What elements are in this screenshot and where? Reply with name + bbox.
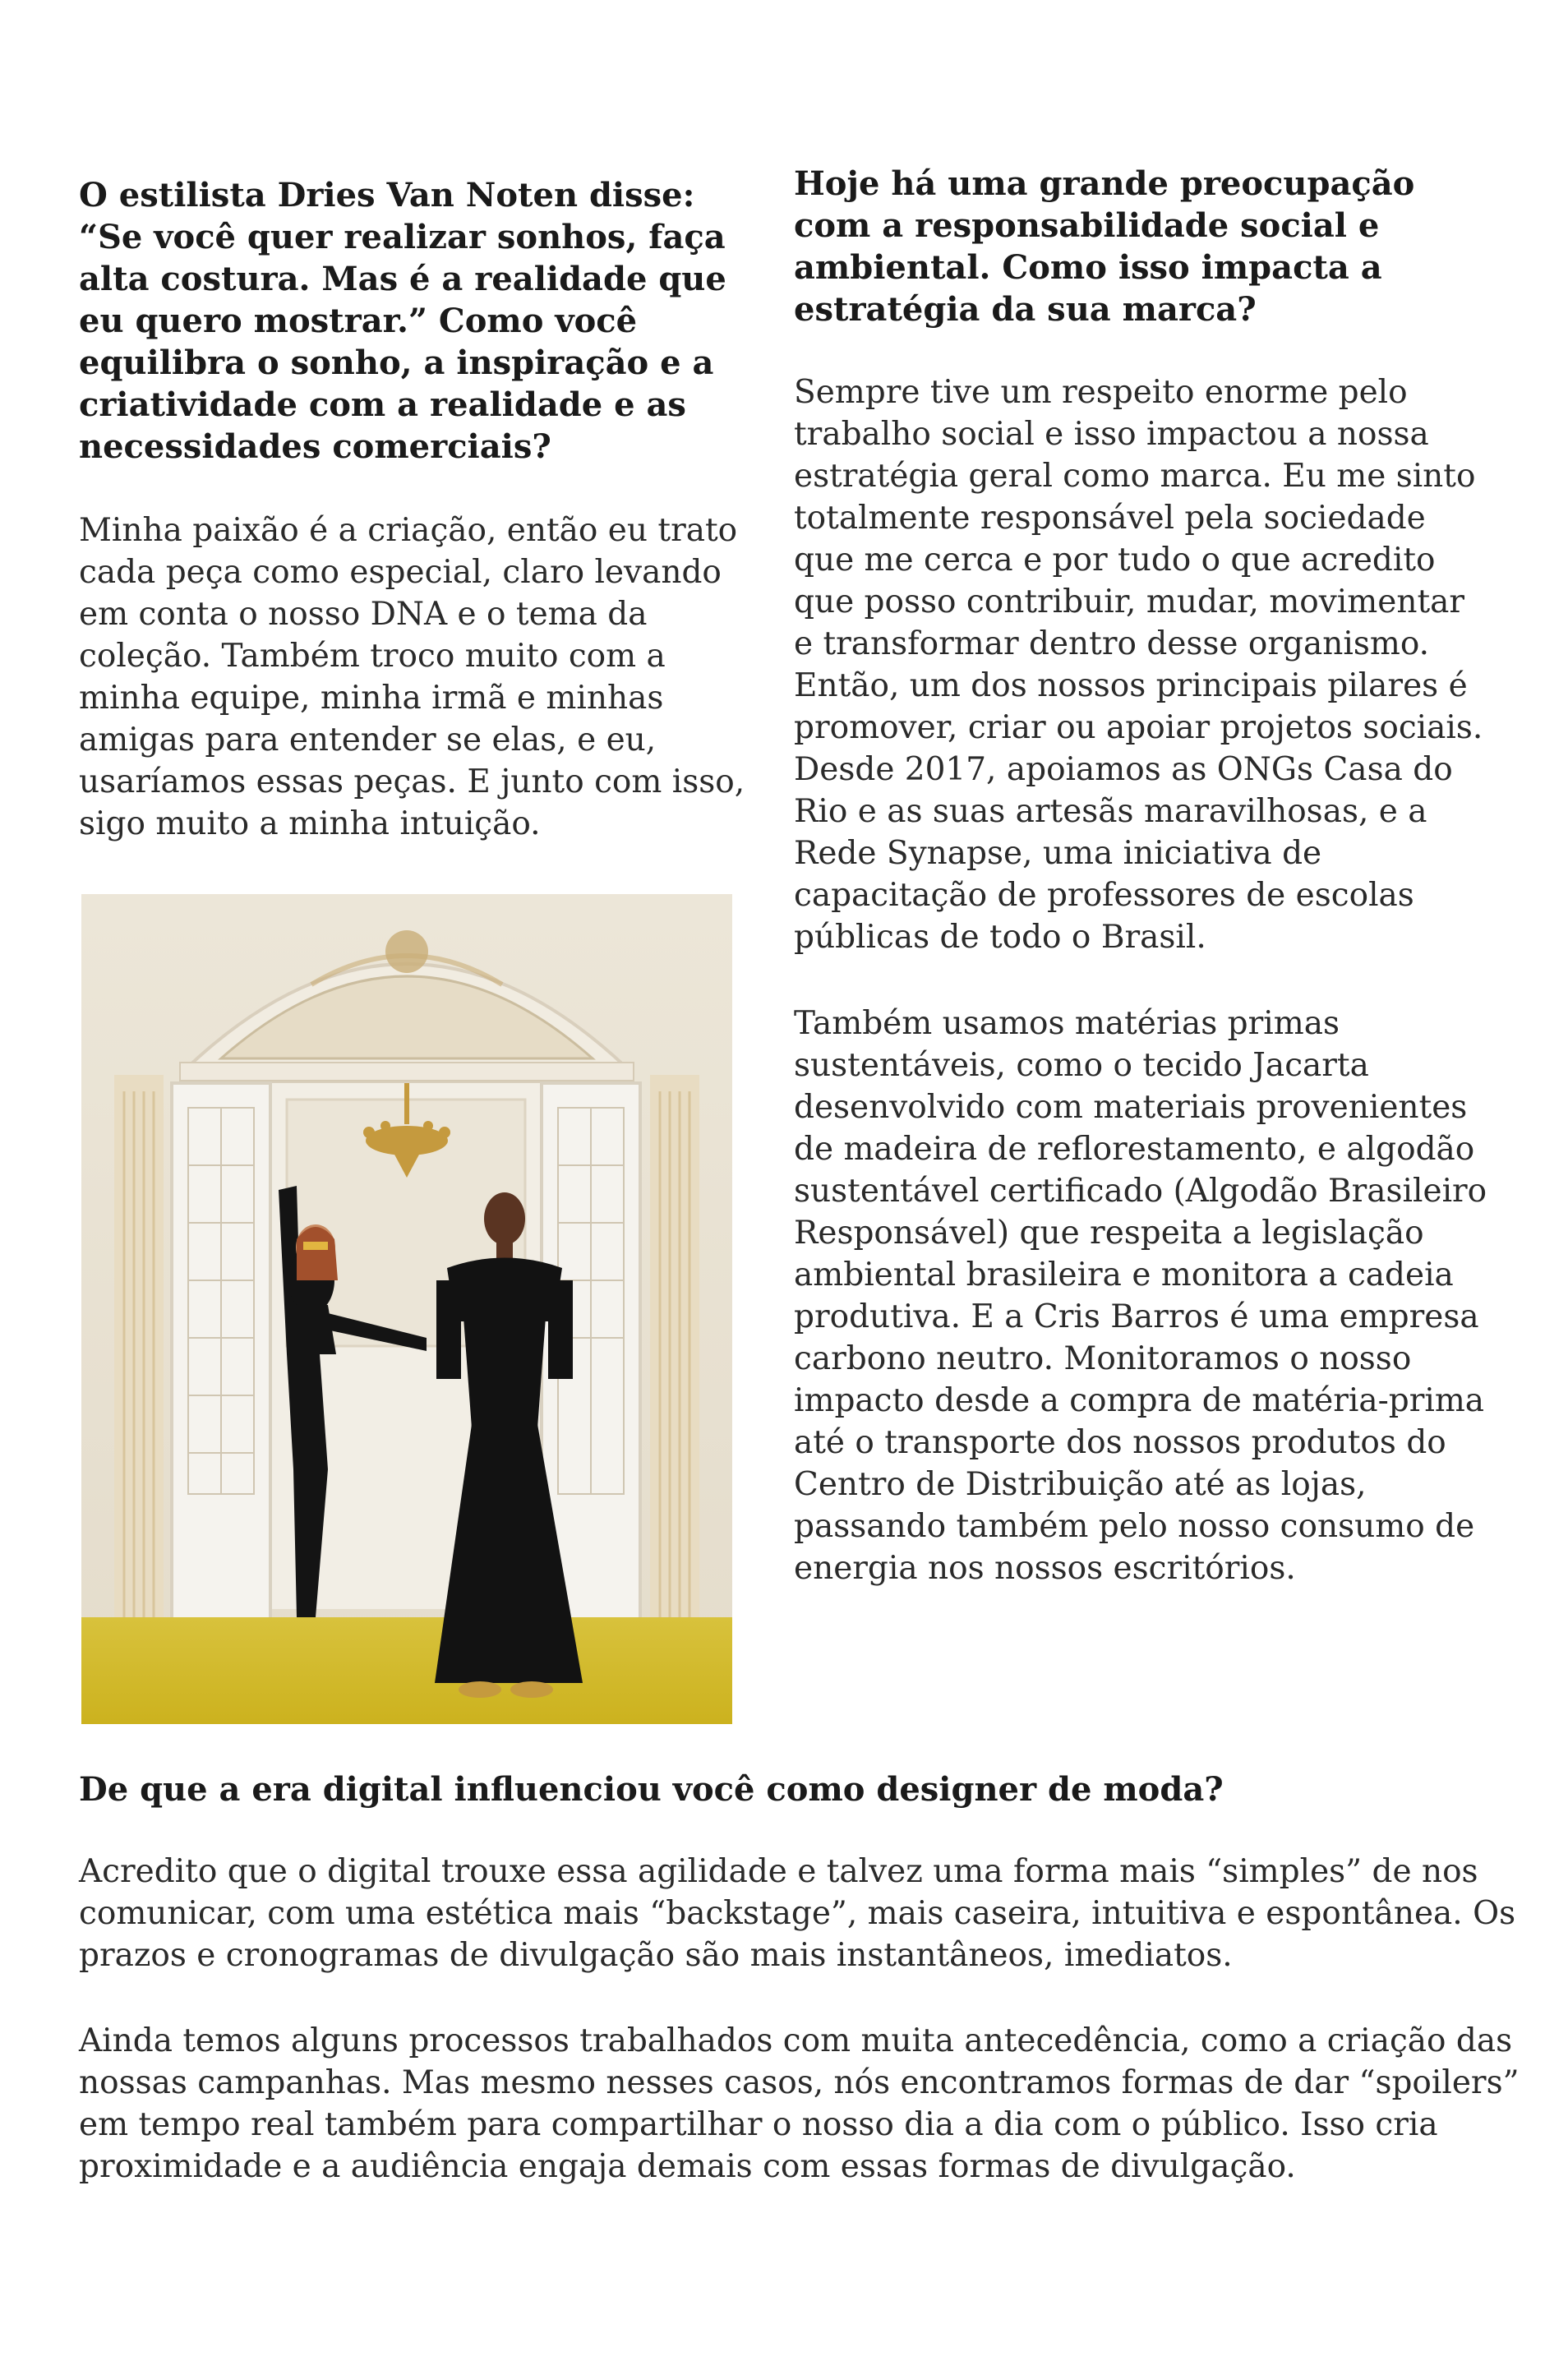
answer-sustainable-materials: Também usamos matérias primas sustentáveis, como o tecido Jacarta desenvolvido com materiais provenientes de madeira de reflorestamento, e algodão sustentável certificado (Algodão Brasileiro Responsável) que respeita a legislação ambiental brasileira e monitora a cadeia produtiva. E a Cris Barros é uma empresa carbono neutro. Monitoramos o nosso impacto desde a compra de matéria-prima até o transporte dos nossos produtos do Centro de Distribuição até as lojas, passando também pelo nosso consumo de energia nos nossos escritórios. [794, 1005, 1487, 1587]
answer-creation-passion: Minha paixão é a criação, então eu trato cada peça como especial, claro levando em conta o nosso DNA e o tema da coleção. Também troco muito com a minha equipe, minha irmã e minhas amigas para entender se elas, e eu, usaríamos essas peças. E junto com isso, sigo muito a minha intuição. [79, 512, 745, 842]
answer-digital-agility: Acredito que o digital trouxe essa agilidade e talvez uma forma mais “simples” de nos comunicar, com uma estética mais “backstage”, mais caseira, intuitiva e espontânea. Os prazos e cronogramas de divulgação são mais instantâneos, imediatos. [79, 1853, 1516, 1974]
answer-social-work: Sempre tive um respeito enorme pelo trabalho social e isso impactou a nossa estratégia geral como marca. Eu me sinto totalmente responsável pela sociedade que me cerca e por tudo o que acredito que posso contribuir, mudar, movimentar e transformar dentro desse organismo. Então, um dos nossos principais pilares é promover, criar ou apoiar projetos sociais. Desde 2017, apoiamos as ONGs Casa do Rio e as suas artesãs maravilhosas, e a Rede Synapse, uma iniciativa de capacitação de professores de escolas públicas de todo o Brasil. [794, 374, 1483, 956]
question-digital-era: De que a era digital influenciou você como designer de moda? [79, 1770, 1224, 1809]
question-dries-van-noten: O estilista Dries Van Noten disse: “Se você quer realizar sonhos, faça alta costura. Mas é a realidade que eu quero mostrar.” Como você equilibra o sonho, a inspiração e a criatividade com a realidade e as necessidades comerciais? [79, 176, 726, 466]
answer-campaign-spoilers: Ainda temos alguns processos trabalhados com muita antecedência, como a criação das nossas campanhas. Mas mesmo nesses casos, nós encontramos formas de dar “spoilers” em tempo real também para compartilhar o nosso dia a dia com o público. Isso cria proximidade e a audiência engaja demais com essas formas de divulgação. [79, 2022, 1520, 2185]
editorial-photo [81, 894, 732, 1724]
question-social-responsibility: Hoje há uma grande preocupação com a responsabilidade social e ambiental. Como isso impacta a estratégia da sua marca? [794, 164, 1415, 329]
